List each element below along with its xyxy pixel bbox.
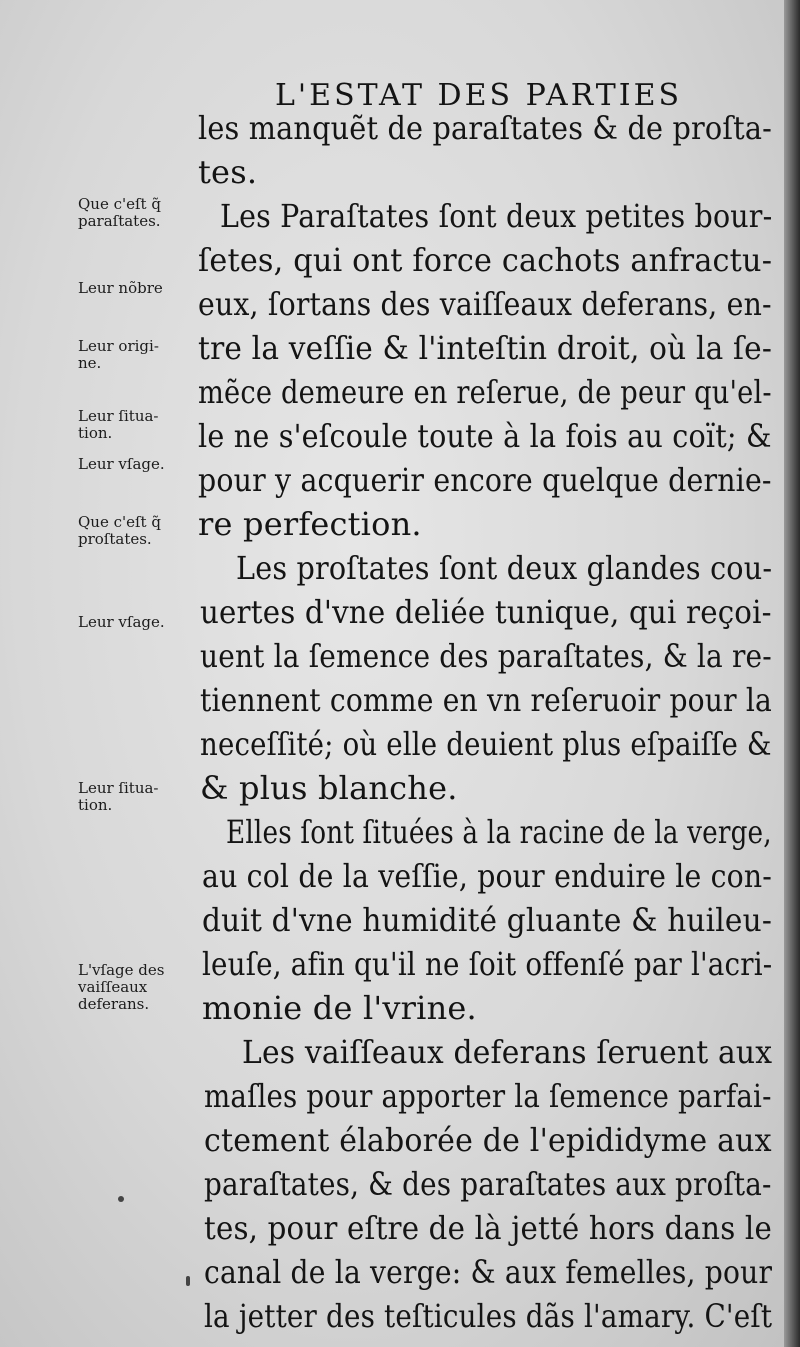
ink-speck — [118, 1196, 124, 1202]
running-header: L'ESTAT DES PARTIES — [275, 78, 683, 113]
margin-note-line: Que c'eſt q̃ — [78, 195, 161, 213]
margin-note-line: ne. — [78, 354, 102, 372]
text-line: eux, ſortans des vaiſſeaux deferans, en- — [198, 285, 772, 323]
text-line: tre la veſſie & l'inteſtin droit, où la ſe- — [198, 329, 773, 367]
text-line: Les proſtates ſont deux glandes cou- — [236, 549, 773, 587]
ink-speck — [186, 1276, 190, 1286]
text-line: duit d'vne humidité gluante & huileu- — [202, 901, 772, 939]
margin-note — [78, 280, 163, 297]
text-line: le ne s'eſcoule toute à la fois au coït; & — [198, 417, 772, 455]
margin-note — [78, 456, 165, 473]
text-line: uent la ſemence des paraſtates, & la re- — [200, 637, 772, 675]
text-line: maſles pour apporter la ſemence parfai- — [204, 1077, 772, 1115]
text-line: neceſſité; où elle deuient plus eſpaiſſe & — [200, 725, 772, 763]
margin-note-line: deferans. — [78, 995, 150, 1013]
text-line: re perfection. — [198, 505, 422, 543]
text-line: les manquẽt de paraſtates & de proſta- — [198, 109, 773, 147]
margin-note — [78, 962, 164, 1013]
margin-note — [78, 338, 159, 372]
margin-note — [78, 196, 161, 230]
text-line: pour y acquerir encore quelque dernie- — [198, 461, 772, 499]
margin-note — [78, 514, 161, 548]
margin-note-line: proſtates. — [78, 530, 152, 548]
margin-note-line: Leur vſage. — [78, 455, 165, 473]
text-line: ſetes, qui ont force cachots anfractu- — [198, 241, 773, 279]
text-line: Les vaiſſeaux deferans ſeruent aux — [242, 1033, 773, 1071]
margin-note-line: vaiſſeaux — [78, 978, 148, 996]
text-line: tiennent comme en vn reſeruoir pour la — [200, 681, 773, 719]
margin-note-line: Leur origi- — [78, 337, 159, 355]
text-line: tes, pour eſtre de là jetté hors dans le — [204, 1209, 772, 1247]
margin-note — [78, 780, 159, 814]
margin-note — [78, 408, 159, 442]
text-line: au col de la veſſie, pour enduire le con- — [202, 857, 773, 895]
text-line: mẽce demeure en reſerue, de peur qu'el- — [198, 373, 772, 411]
margin-note-line: paraſtates. — [78, 212, 161, 230]
margin-note-line: Que c'eſt q̃ — [78, 513, 161, 531]
margin-note-line: L'vſage des — [78, 961, 165, 979]
margin-note-line: Leur ſitua- — [78, 407, 159, 425]
text-line: la jetter des teſticules dãs l'amary. C'eſt — [204, 1297, 773, 1335]
text-line: ctement élaborée de l'epididyme aux — [204, 1121, 772, 1159]
margin-note-line: tion. — [78, 796, 113, 814]
margin-note-line: tion. — [78, 424, 113, 442]
text-line: paraſtates, & des paraſtates aux proſta- — [204, 1165, 772, 1203]
text-line: & plus blanche. — [200, 769, 458, 807]
text-line: Elles ſont ſituées à la racine de la verge, — [226, 813, 772, 851]
margin-note-line: Leur ſitua- — [78, 779, 159, 797]
margin-note — [78, 614, 165, 631]
text-line: Les Paraſtates ſont deux petites bour- — [220, 197, 773, 235]
text-line: monie de l'vrine. — [202, 989, 477, 1027]
page-edge — [784, 0, 800, 1347]
margin-note-line: Leur vſage. — [78, 613, 165, 631]
text-line: canal de la verge: & aux femelles, pour — [204, 1253, 773, 1291]
text-line: uertes d'vne deliée tunique, qui reçoi- — [200, 593, 772, 631]
margin-note-line: Leur nõbre — [78, 279, 163, 297]
text-line: tes. — [198, 153, 258, 191]
text-line: leuſe, afin qu'il ne ſoit offenſé par l'acri- — [202, 945, 773, 983]
